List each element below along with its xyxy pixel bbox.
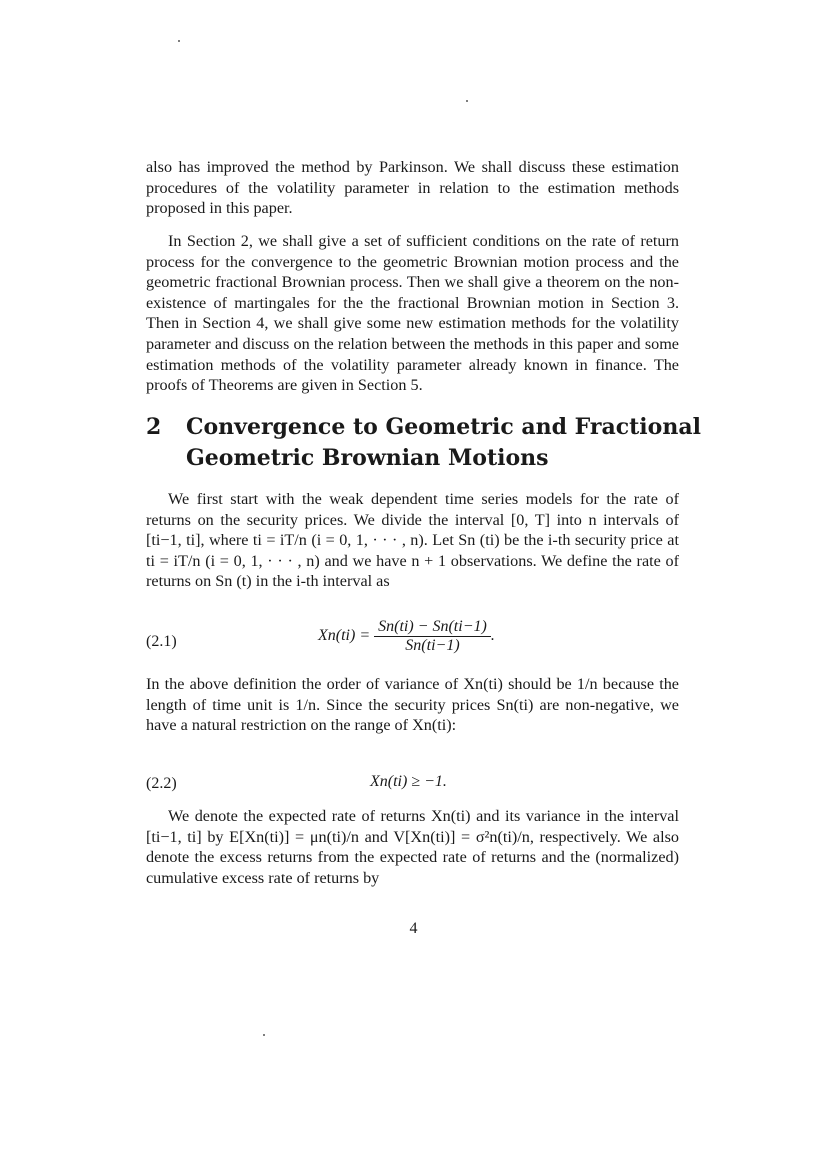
equation-label-2-1: (2.1) [146,633,177,650]
scan-speck [178,40,180,42]
equation-2-1-period: . [490,627,495,645]
section-heading [146,412,706,474]
equation-2-1-denominator: Sn(ti−1) [405,637,460,654]
paragraph-variance-order: In the above definition the order of variance of Xn(ti) should be 1/n because the length of time unit is 1/n. Since the security prices Sn(ti) are non-negative, we have a natural restriction on the range of Xn(ti): [146,675,679,735]
scan-speck [263,1034,265,1036]
scan-speck [466,100,468,102]
paragraph-model-setup: We first start with the weak dependent time series models for the rate of returns on the security prices. We divide the interval [0, T] into n intervals of [ti−1, ti], where ti = iT/n (i = 0, 1, · · · , n). Let Sn (ti) be the i-th security price at ti = iT/n (i = 0, 1, · · · , n) and we have n + 1 observations. We define the rate of returns on Sn (t) in the i-th interval as [146,490,679,591]
page-number: 4 [409,920,418,937]
equation-label-2-2: (2.2) [146,775,177,792]
equation-2-2: Xn(ti) ≥ −1. [370,773,447,790]
equation-2-1 [318,618,495,655]
equation-2-1-fraction [374,618,491,655]
equation-2-1-lhs: Xn(ti) = [318,627,371,645]
paragraph-intro-continuation: also has improved the method by Parkinson. We shall discuss these estimation procedures of the volatility parameter in relation to the estimation methods proposed in this paper. [146,158,679,218]
section-title: Convergence to Geometric and Fractional Geometric Brownian Motions [186,414,701,471]
section-number: 2 [146,414,162,440]
equation-2-1-numerator: Sn(ti) − Sn(ti−1) [374,618,491,637]
paragraph-section-overview: In Section 2, we shall give a set of sufficient conditions on the rate of return process for the convergence to the geometric Brownian motion process and the geometric fractional Brownian process. Then we shall give a theorem on the non-existence of martingales for the the fractional Brownian motion in Section 3. Then in Section 4, we shall give some new estimation methods for the volatility parameter and discuss on the relation between the methods in this paper and some estimation methods of the volatility parameter already known in finance. The proofs of Theorems are given in Section 5. [146,232,679,395]
paragraph-expected-returns: We denote the expected rate of returns Xn(ti) and its variance in the interval [ti−1, ti] by E[Xn(ti)] = μn(ti)/n and V[Xn(ti)] = σ²n(ti)/n, respectively. We also denote the excess returns from the expected rate of returns and the (normalized) cumulative excess rate of returns by [146,807,679,887]
